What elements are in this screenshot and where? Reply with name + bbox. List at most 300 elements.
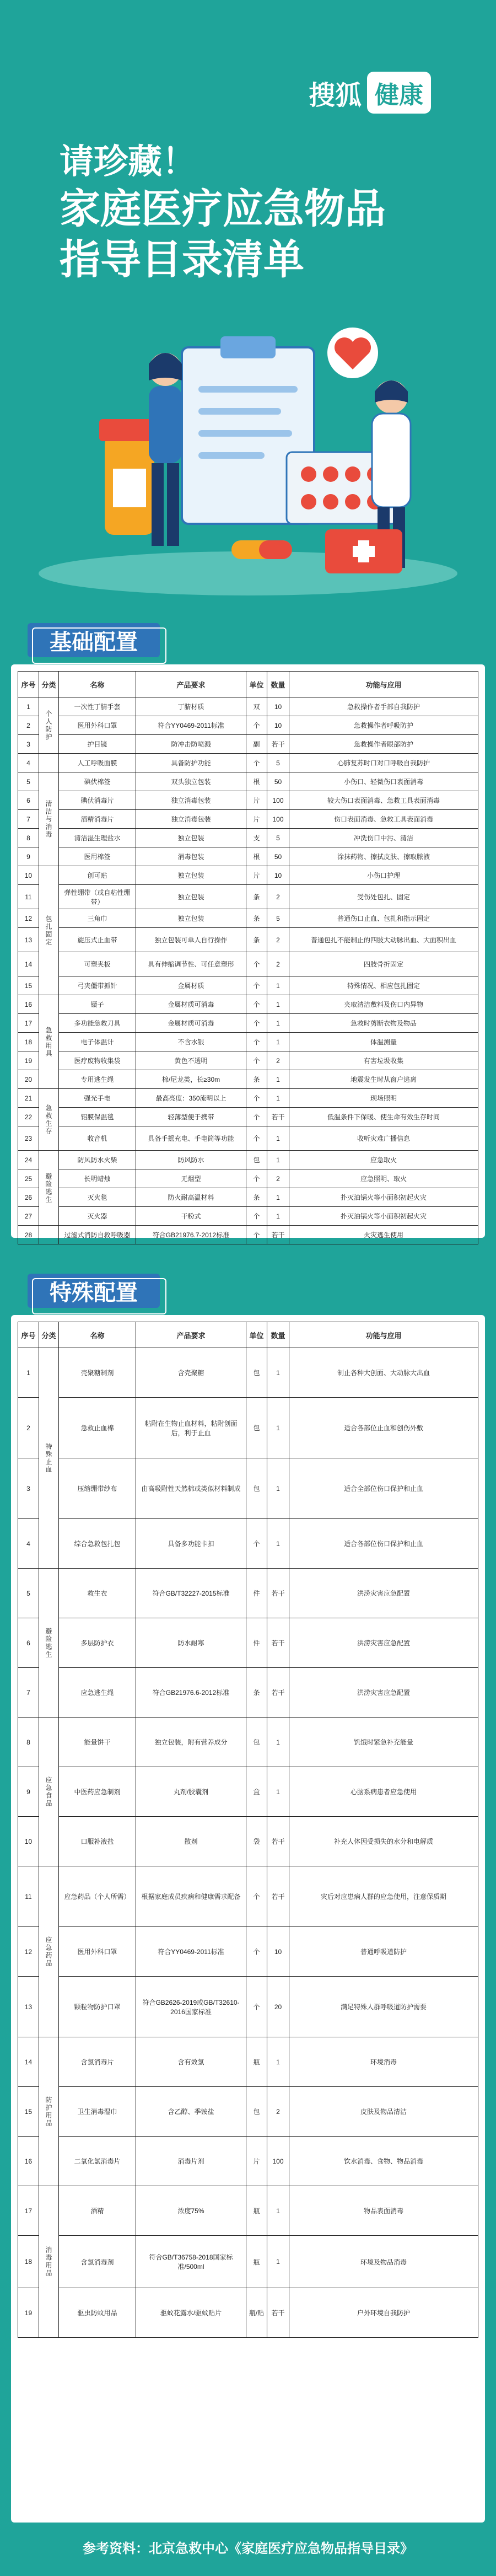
quantity: 2 <box>267 1169 289 1188</box>
item-name: 专用逃生绳 <box>59 1070 136 1089</box>
table-row <box>18 1051 478 1070</box>
product-requirement: 浓度75% <box>136 2186 246 2236</box>
item-name: 一次性丁腈手套 <box>59 697 136 716</box>
row-number: 18 <box>18 2236 39 2288</box>
column-header: 数量 <box>267 1322 289 1348</box>
clipboard-clip <box>220 336 276 358</box>
product-requirement: 轻薄型便于携带 <box>136 1108 246 1126</box>
unit: 包 <box>246 1718 267 1767</box>
row-number: 8 <box>18 829 39 847</box>
row-number: 8 <box>18 1718 39 1767</box>
unit: 双 <box>246 697 267 716</box>
category-cell: 应急药品 <box>39 1866 59 2037</box>
product-requirement: 根据家庭成员疾病和健康需求配备 <box>136 1866 246 1927</box>
quantity: 若干 <box>267 1569 289 1618</box>
product-requirement: 防冲击防喷溅 <box>136 735 246 754</box>
function-usage: 户外环境自我防护 <box>289 2288 478 2338</box>
quantity: 1 <box>267 995 289 1014</box>
row-number: 4 <box>18 1519 39 1569</box>
column-header: 序号 <box>18 1322 39 1348</box>
item-name: 应急逃生绳 <box>59 1668 136 1718</box>
function-usage: 小伤口护理 <box>289 866 478 885</box>
item-name: 能量饼干 <box>59 1718 136 1767</box>
quantity: 1 <box>267 1014 289 1033</box>
row-number: 10 <box>18 866 39 885</box>
unit: 件 <box>246 1618 267 1668</box>
quantity: 1 <box>267 1207 289 1226</box>
unit: 个 <box>246 952 267 976</box>
unit: 条 <box>246 928 267 952</box>
function-usage: 冲洗伤口中污、清洁 <box>289 829 478 847</box>
function-usage: 皮肤及物品清洁 <box>289 2087 478 2137</box>
unit: 条 <box>246 885 267 909</box>
quantity: 若干 <box>267 2288 289 2338</box>
unit: 包 <box>246 1458 267 1519</box>
function-usage: 饮水消毒、食物、物品消毒 <box>289 2137 478 2186</box>
function-usage: 洪涝灾害应急配置 <box>289 1618 478 1668</box>
quantity: 若干 <box>267 1618 289 1668</box>
item-name: 二氧化氯消毒片 <box>59 2137 136 2186</box>
product-requirement: 驱蚊花露水/驱蚊贴片 <box>136 2288 246 2338</box>
unit: 个 <box>246 976 267 995</box>
function-usage: 扑灭油锅火等小面积初起火灾 <box>289 1207 478 1226</box>
function-usage: 普通伤口止血、包扎和指示固定 <box>289 909 478 928</box>
unit: 个 <box>246 1866 267 1927</box>
quantity: 1 <box>267 2186 289 2236</box>
table-row <box>18 928 478 952</box>
table-row <box>18 2236 478 2288</box>
quantity: 100 <box>267 791 289 810</box>
unit: 片 <box>246 810 267 829</box>
column-header: 单位 <box>246 1322 267 1348</box>
row-number: 16 <box>18 2137 39 2186</box>
function-usage: 小伤口、轻微伤口表面消毒 <box>289 772 478 791</box>
quantity: 1 <box>267 2037 289 2087</box>
table-row <box>18 1718 478 1767</box>
table-row <box>18 909 478 928</box>
row-number: 3 <box>18 735 39 754</box>
function-usage: 急救时剪断衣物及物品 <box>289 1014 478 1033</box>
unit: 件 <box>246 1569 267 1618</box>
item-name: 救生衣 <box>59 1569 136 1618</box>
unit: 条 <box>246 909 267 928</box>
product-requirement: 具备多功能卡扣 <box>136 1519 246 1569</box>
row-number: 25 <box>18 1169 39 1188</box>
category-cell: 避险逃生 <box>39 1151 59 1226</box>
item-name: 收音机 <box>59 1126 136 1151</box>
category-cell: 急救生存 <box>39 1089 59 1151</box>
category-cell: 急救用具 <box>39 995 59 1089</box>
table-row <box>18 976 478 995</box>
quantity: 1 <box>267 1089 289 1108</box>
product-requirement: 粘附在生物止血材料，粘附创面后，利于止血 <box>136 1398 246 1458</box>
category-cell: 个人防护 <box>39 697 59 754</box>
item-name: 应急药品（个人所需） <box>59 1866 136 1927</box>
unit: 个 <box>246 1014 267 1033</box>
unit: 个 <box>246 1108 267 1126</box>
row-number: 28 <box>18 1226 39 1244</box>
item-name: 医疗废物收集袋 <box>59 1051 136 1070</box>
item-name: 口服补液盐 <box>59 1817 136 1866</box>
unit: 袋 <box>246 1817 267 1866</box>
item-name: 多功能急救刀具 <box>59 1014 136 1033</box>
product-requirement: 独立消毒包装 <box>136 810 246 829</box>
quantity: 1 <box>267 1126 289 1151</box>
item-name: 人工呼吸面膜 <box>59 754 136 772</box>
table-row <box>18 1151 478 1169</box>
table-row <box>18 1188 478 1207</box>
function-usage: 心脑系病患者应急使用 <box>289 1767 478 1817</box>
quantity: 2 <box>267 885 289 909</box>
table-row <box>18 1618 478 1668</box>
column-header: 功能与应用 <box>289 1322 478 1348</box>
quantity: 若干 <box>267 1866 289 1927</box>
column-header: 分类 <box>39 672 59 697</box>
function-usage: 涂抹药物、擦拭皮肤、擦取脓液 <box>289 847 478 866</box>
item-name: 强光手电 <box>59 1089 136 1108</box>
item-name: 防风防水火柴 <box>59 1151 136 1169</box>
table-row <box>18 1977 478 2037</box>
function-usage: 地震发生时从窗户逃离 <box>289 1070 478 1089</box>
category-cell: 包扎固定 <box>39 866 59 995</box>
column-header: 功能与应用 <box>289 672 478 697</box>
unit: 个 <box>246 1226 267 1244</box>
category-cell <box>39 754 59 772</box>
column-header: 产品要求 <box>136 1322 246 1348</box>
basic-section-heading: 基础配置 <box>28 623 160 657</box>
product-requirement: 由高吸附性天然棉或类似材料制成 <box>136 1458 246 1519</box>
product-requirement: 独立包装，附有营养成分 <box>136 1718 246 1767</box>
table-row <box>18 1226 478 1244</box>
unit: 瓶/贴 <box>246 2288 267 2338</box>
table-row <box>18 1207 478 1226</box>
row-number: 1 <box>18 1348 39 1398</box>
function-usage: 补充人体因受损失的水分和电解质 <box>289 1817 478 1866</box>
product-requirement: 防风防水 <box>136 1151 246 1169</box>
table-header-row <box>18 672 478 697</box>
row-number: 19 <box>18 2288 39 2338</box>
product-requirement: 无烟型 <box>136 1169 246 1188</box>
function-usage: 急救操作者手部自我防护 <box>289 697 478 716</box>
function-usage: 物品表面消毒 <box>289 2186 478 2236</box>
row-number: 9 <box>18 1767 39 1817</box>
row-number: 5 <box>18 772 39 791</box>
product-requirement: 符合YY0469-2011标准 <box>136 716 246 735</box>
title-line-3: 指导目录清单 <box>60 237 304 282</box>
item-name: 可塑夹板 <box>59 952 136 976</box>
table-row <box>18 1817 478 1866</box>
table-row <box>18 716 478 735</box>
brand-logo <box>309 72 431 114</box>
item-name: 护目镜 <box>59 735 136 754</box>
table-row <box>18 2137 478 2186</box>
unit: 瓶 <box>246 2186 267 2236</box>
row-number: 12 <box>18 1927 39 1977</box>
product-requirement: 棉/尼龙类，长≥30m <box>136 1070 246 1089</box>
brand-pill: 健康 <box>367 72 431 114</box>
quantity: 50 <box>267 847 289 866</box>
function-usage: 适合各部位伤口保护和止血 <box>289 1519 478 1569</box>
row-number: 14 <box>18 952 39 976</box>
table-row <box>18 829 478 847</box>
function-usage: 较大伤口表面消毒、急救工具表面消毒 <box>289 791 478 810</box>
item-name: 铝膜保温毯 <box>59 1108 136 1126</box>
item-name: 含氯消毒剂 <box>59 2236 136 2288</box>
unit: 根 <box>246 772 267 791</box>
item-name: 酒精 <box>59 2186 136 2236</box>
special-config-card <box>11 1315 485 2523</box>
quantity: 若干 <box>267 1108 289 1126</box>
unit: 个 <box>246 754 267 772</box>
row-number: 1 <box>18 697 39 716</box>
unit: 个 <box>246 1033 267 1051</box>
table-row <box>18 995 478 1014</box>
function-usage: 适合各部位止血和创伤外敷 <box>289 1398 478 1458</box>
function-usage: 普通包扎不能制止的四肢大动脉出血、大面积出血 <box>289 928 478 952</box>
item-name: 清洁湿生理盐水 <box>59 829 136 847</box>
table-row <box>18 1033 478 1051</box>
unit: 个 <box>246 995 267 1014</box>
table-row <box>18 1519 478 1569</box>
item-name: 多层防护衣 <box>59 1618 136 1668</box>
function-usage: 收听灾难广播信息 <box>289 1126 478 1151</box>
function-usage: 急救操作者呼吸防护 <box>289 716 478 735</box>
unit: 个 <box>246 1169 267 1188</box>
product-requirement: 干粉式 <box>136 1207 246 1226</box>
row-number: 10 <box>18 1817 39 1866</box>
unit: 根 <box>246 847 267 866</box>
column-header: 单位 <box>246 672 267 697</box>
unit: 片 <box>246 791 267 810</box>
category-cell: 消毒用品 <box>39 2186 59 2338</box>
item-name: 颗粒物防护口罩 <box>59 1977 136 2037</box>
column-header: 数量 <box>267 672 289 697</box>
row-number: 11 <box>18 1866 39 1927</box>
row-number: 26 <box>18 1188 39 1207</box>
unit: 片 <box>246 2137 267 2186</box>
category-cell: 清洁与消毒 <box>39 772 59 866</box>
product-requirement: 散剂 <box>136 1817 246 1866</box>
function-usage: 应急取火 <box>289 1151 478 1169</box>
table-row <box>18 2087 478 2137</box>
quantity: 若干 <box>267 1817 289 1866</box>
quantity: 1 <box>267 1519 289 1569</box>
quantity: 1 <box>267 2236 289 2288</box>
function-usage: 夹取清洁敷料及伤口内异物 <box>289 995 478 1014</box>
row-number: 9 <box>18 847 39 866</box>
product-requirement: 符合GB/T36758-2018国家标准/500ml <box>136 2236 246 2288</box>
category-cell: 应急食品 <box>39 1718 59 1866</box>
table-row <box>18 1126 478 1151</box>
item-name: 壳聚糖制剂 <box>59 1348 136 1398</box>
table-row <box>18 1398 478 1458</box>
product-requirement: 丁腈材质 <box>136 697 246 716</box>
product-requirement: 符合GB/T32227-2015标准 <box>136 1569 246 1618</box>
product-requirement: 金属材质 <box>136 976 246 995</box>
unit: 副 <box>246 735 267 754</box>
row-number: 7 <box>18 1668 39 1718</box>
function-usage: 受伤处包扎、固定 <box>289 885 478 909</box>
product-requirement: 防火耐高温材料 <box>136 1188 246 1207</box>
table-row <box>18 754 478 772</box>
item-name: 旋压式止血带 <box>59 928 136 952</box>
unit: 包 <box>246 1398 267 1458</box>
row-number: 20 <box>18 1070 39 1089</box>
quantity: 1 <box>267 1348 289 1398</box>
title-line-2: 家庭医疗应急物品 <box>60 185 386 232</box>
unit: 个 <box>246 1207 267 1226</box>
item-name: 中医药应急制剂 <box>59 1767 136 1817</box>
quantity: 若干 <box>267 735 289 754</box>
item-name: 碘伏消毒片 <box>59 791 136 810</box>
unit: 瓶 <box>246 2037 267 2087</box>
special-config-table <box>18 1322 478 2338</box>
table-row <box>18 1458 478 1519</box>
brand-name: 搜狐 <box>309 80 362 110</box>
quantity: 2 <box>267 952 289 976</box>
row-number: 19 <box>18 1051 39 1070</box>
category-cell: 特殊止血 <box>39 1348 59 1569</box>
item-name: 压缩绷带纱布 <box>59 1458 136 1519</box>
unit: 包 <box>246 1348 267 1398</box>
quantity: 2 <box>267 2087 289 2137</box>
unit: 个 <box>246 1126 267 1151</box>
quantity: 1 <box>267 1398 289 1458</box>
table-row <box>18 1569 478 1618</box>
function-usage: 急救操作者眼部防护 <box>289 735 478 754</box>
product-requirement: 防水耐寒 <box>136 1618 246 1668</box>
product-requirement: 符合GB21976.7-2012标准 <box>136 1226 246 1244</box>
unit: 个 <box>246 1519 267 1569</box>
quantity: 1 <box>267 1151 289 1169</box>
item-name: 三角巾 <box>59 909 136 928</box>
product-requirement: 不含水银 <box>136 1033 246 1051</box>
item-name: 驱虫防蚊用品 <box>59 2288 136 2338</box>
table-row <box>18 1348 478 1398</box>
function-usage: 应急照明、取火 <box>289 1169 478 1188</box>
function-usage: 灾后对应患病人群的应急使用，注意保质期 <box>289 1866 478 1927</box>
unit: 条 <box>246 1070 267 1089</box>
product-requirement: 消毒包装 <box>136 847 246 866</box>
quantity: 1 <box>267 1458 289 1519</box>
row-number: 21 <box>18 1089 39 1108</box>
table-row <box>18 885 478 909</box>
unit: 个 <box>246 716 267 735</box>
unit: 包 <box>246 1151 267 1169</box>
function-usage: 特殊情况、相应包扎固定 <box>289 976 478 995</box>
item-name: 急救止血棉 <box>59 1398 136 1458</box>
product-requirement: 具备防护功能 <box>136 754 246 772</box>
unit: 片 <box>246 866 267 885</box>
quantity: 1 <box>267 1718 289 1767</box>
special-section-heading: 特殊配置 <box>28 1274 160 1308</box>
product-requirement: 含乙醇、季铵盐 <box>136 2087 246 2137</box>
function-usage: 现场照明 <box>289 1089 478 1108</box>
category-cell: 避险逃生 <box>39 1569 59 1718</box>
row-number: 2 <box>18 716 39 735</box>
product-requirement: 具有伸缩调节性、可任意塑形 <box>136 952 246 976</box>
category-cell <box>39 1226 59 1244</box>
item-name: 综合急救包扎包 <box>59 1519 136 1569</box>
table-row <box>18 1767 478 1817</box>
item-name: 医用棉签 <box>59 847 136 866</box>
function-usage: 体温测量 <box>289 1033 478 1051</box>
source-note: 参考资料：北京急救中心《家庭医疗应急物品指导目录》 <box>83 2541 413 2556</box>
product-requirement: 符合GB21976.6-2012标准 <box>136 1668 246 1718</box>
table-row <box>18 1089 478 1108</box>
quantity: 1 <box>267 1188 289 1207</box>
row-number: 5 <box>18 1569 39 1618</box>
function-usage: 伤口表面消毒、急救工具表面消毒 <box>289 810 478 829</box>
column-header: 分类 <box>39 1322 59 1348</box>
item-name: 长明蜡烛 <box>59 1169 136 1188</box>
table-row <box>18 1668 478 1718</box>
quantity: 10 <box>267 716 289 735</box>
row-number: 13 <box>18 1977 39 2037</box>
row-number: 13 <box>18 928 39 952</box>
unit: 个 <box>246 1089 267 1108</box>
table-row <box>18 2288 478 2338</box>
row-number: 12 <box>18 909 39 928</box>
item-name: 碘伏棉签 <box>59 772 136 791</box>
unit: 瓶 <box>246 2236 267 2288</box>
table-row <box>18 847 478 866</box>
quantity: 2 <box>267 928 289 952</box>
unit: 个 <box>246 1927 267 1977</box>
quantity: 1 <box>267 1033 289 1051</box>
product-requirement: 独立包装 <box>136 866 246 885</box>
item-name: 医用外科口罩 <box>59 1927 136 1977</box>
table-row <box>18 2037 478 2087</box>
row-number: 11 <box>18 885 39 909</box>
table-row <box>18 1108 478 1126</box>
table-row <box>18 697 478 716</box>
item-name: 灭火毯 <box>59 1188 136 1207</box>
function-usage: 洪涝灾害应急配置 <box>289 1569 478 1618</box>
unit: 条 <box>246 1668 267 1718</box>
table-row <box>18 1169 478 1188</box>
table-row <box>18 952 478 976</box>
basic-config-card <box>11 664 485 1238</box>
row-number: 16 <box>18 995 39 1014</box>
row-number: 17 <box>18 2186 39 2236</box>
item-name: 电子体温计 <box>59 1033 136 1051</box>
table-row <box>18 1014 478 1033</box>
title-line-1: 请珍藏！ <box>60 143 197 181</box>
column-header: 名称 <box>59 672 136 697</box>
row-number: 17 <box>18 1014 39 1033</box>
function-usage: 制止各种大创面、大动脉大出血 <box>289 1348 478 1398</box>
row-number: 7 <box>18 810 39 829</box>
product-requirement: 符合YY0469-2011标准 <box>136 1927 246 1977</box>
function-usage: 洪涝灾害应急配置 <box>289 1668 478 1718</box>
function-usage: 普通呼吸道防护 <box>289 1927 478 1977</box>
quantity: 1 <box>267 976 289 995</box>
figure-left <box>149 353 182 546</box>
quantity: 50 <box>267 772 289 791</box>
table-row <box>18 791 478 810</box>
product-requirement: 含有效氯 <box>136 2037 246 2087</box>
quantity: 10 <box>267 1927 289 1977</box>
table-row <box>18 810 478 829</box>
unit: 盒 <box>246 1767 267 1817</box>
function-usage: 低温条件下保暖、使生命有效生存时间 <box>289 1108 478 1126</box>
quantity: 10 <box>267 866 289 885</box>
product-requirement: 黄色不透明 <box>136 1051 246 1070</box>
table-row <box>18 735 478 754</box>
function-usage: 扑灭油锅火等小面积初起火灾 <box>289 1188 478 1207</box>
unit: 支 <box>246 829 267 847</box>
